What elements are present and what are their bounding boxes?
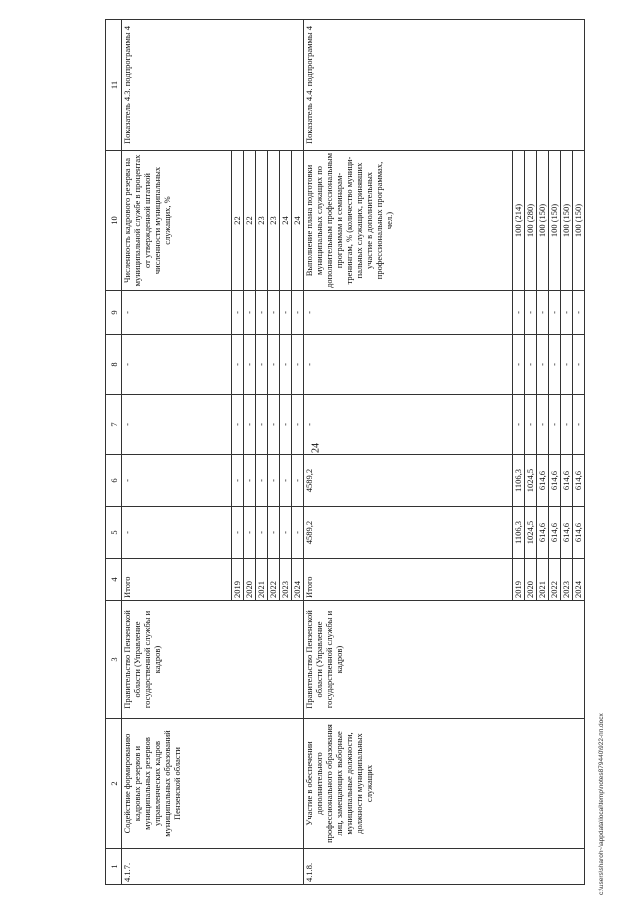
indicator-target: 24: [280, 151, 292, 291]
year-value: -: [292, 455, 304, 507]
year-value: -: [560, 291, 572, 335]
indicator-target: 100 (280): [524, 151, 536, 291]
year-value: -: [268, 507, 280, 559]
total-label: Итого: [304, 559, 512, 601]
indicator-target: 100 (214): [512, 151, 524, 291]
year-value: -: [280, 335, 292, 395]
measure-executor: Правительство Пензенской области (Управление государственной службы и кадров): [304, 601, 585, 719]
year-value: -: [512, 291, 524, 335]
year-cell: 2019: [512, 559, 524, 601]
year-value: -: [280, 507, 292, 559]
indicator-link: Показатель 4.4. подпрограммы 4: [304, 20, 585, 151]
col-num: 3: [106, 601, 122, 719]
rotated-table-container: [105, 20, 585, 885]
total-value: -: [304, 335, 512, 395]
indicator-target: 24: [292, 151, 304, 291]
col-num: 9: [106, 291, 122, 335]
year-cell: 2021: [536, 559, 548, 601]
indicator-target: 22: [244, 151, 256, 291]
indicator-target: 100 (150): [548, 151, 560, 291]
year-value: -: [256, 395, 268, 455]
year-cell: 2020: [524, 559, 536, 601]
indicator-name: Выполнение плана подготовки муниципальных служащих по дополнительным профессиональным программам и семинарам-тренингам, % (количество муници-пальных служащих, принявших участие в дополнительных профессиональных программах, чел.): [304, 151, 512, 291]
col-num: 1: [106, 849, 122, 885]
year-value: -: [280, 395, 292, 455]
year-value: 614,6: [560, 455, 572, 507]
table-body: [122, 20, 585, 885]
year-value: -: [232, 395, 244, 455]
year-value: 614,6: [572, 507, 584, 559]
col-num: 5: [106, 507, 122, 559]
year-cell: 2023: [560, 559, 572, 601]
measure-row: [304, 20, 512, 885]
year-value: -: [536, 335, 548, 395]
year-value: -: [524, 335, 536, 395]
year-value: 1106,3: [512, 507, 524, 559]
measure-name: Содействие формированию кадровых резервов и муниципальных резервов управленческих кадров муниципальных образований Пензенской области: [122, 719, 304, 849]
measure-name: Участие в обеспечении дополнительного профессионального образования лиц, замещающих выборные муниципальные должности, должности муниципальных служащих: [304, 719, 585, 849]
total-value: -: [122, 455, 232, 507]
year-value: -: [512, 395, 524, 455]
measure-executor: Правительство Пензенской области (Управление государственной службы и кадров): [122, 601, 304, 719]
indicator-target: 23: [268, 151, 280, 291]
col-num: 10: [106, 151, 122, 291]
total-value: 4589,2: [304, 455, 512, 507]
year-value: -: [244, 395, 256, 455]
year-value: -: [292, 291, 304, 335]
total-value: 4589,2: [304, 507, 512, 559]
year-value: 1024,5: [524, 507, 536, 559]
indicator-target: 100 (150): [572, 151, 584, 291]
total-value: -: [122, 395, 232, 455]
file-path-footer: c:\users\sharoh~\appdata\local\temp\notes879440\922-пп.docx: [598, 713, 605, 895]
col-num: 4: [106, 559, 122, 601]
year-value: 614,6: [572, 455, 584, 507]
year-cell: 2024: [572, 559, 584, 601]
year-cell: 2023: [280, 559, 292, 601]
year-value: -: [256, 455, 268, 507]
col-num: 7: [106, 395, 122, 455]
year-value: -: [268, 455, 280, 507]
year-value: -: [548, 335, 560, 395]
col-num: 8: [106, 335, 122, 395]
year-value: -: [280, 291, 292, 335]
total-value: -: [304, 395, 512, 455]
year-value: -: [232, 291, 244, 335]
column-numbers-row: [106, 20, 122, 885]
year-value: -: [268, 395, 280, 455]
year-value: -: [268, 291, 280, 335]
year-value: -: [560, 395, 572, 455]
year-value: -: [244, 291, 256, 335]
year-value: 1106,3: [512, 455, 524, 507]
year-cell: 2022: [548, 559, 560, 601]
year-value: 1024,5: [524, 455, 536, 507]
year-value: -: [244, 455, 256, 507]
year-value: -: [524, 291, 536, 335]
year-value: -: [256, 291, 268, 335]
year-value: -: [572, 395, 584, 455]
col-num: 6: [106, 455, 122, 507]
year-value: -: [256, 335, 268, 395]
total-value: -: [304, 291, 512, 335]
indicator-link: Показатель 4.3. подпрограммы 4: [122, 20, 304, 151]
page-number: 24: [310, 443, 322, 453]
year-value: -: [512, 335, 524, 395]
total-value: -: [122, 507, 232, 559]
year-value: -: [548, 395, 560, 455]
year-value: -: [232, 507, 244, 559]
year-value: -: [536, 395, 548, 455]
year-value: -: [524, 395, 536, 455]
year-value: -: [244, 335, 256, 395]
total-value: -: [122, 335, 232, 395]
year-value: 614,6: [560, 507, 572, 559]
year-value: -: [292, 335, 304, 395]
measure-number: 4.1.8.: [304, 849, 585, 885]
year-value: -: [244, 507, 256, 559]
year-value: -: [292, 507, 304, 559]
year-value: 614,6: [548, 455, 560, 507]
year-cell: 2021: [256, 559, 268, 601]
year-value: -: [560, 335, 572, 395]
indicator-target: 22: [232, 151, 244, 291]
indicator-target: 100 (150): [560, 151, 572, 291]
year-value: 614,6: [548, 507, 560, 559]
year-value: -: [572, 335, 584, 395]
measure-row: [122, 20, 232, 885]
indicator-name: Численность кадрового резерва на муниципальной службе в процентах от утвержденной штатной численности муниципальных служащих, %: [122, 151, 232, 291]
year-value: -: [268, 335, 280, 395]
year-cell: 2020: [244, 559, 256, 601]
year-value: 614,6: [536, 507, 548, 559]
indicator-target: 23: [256, 151, 268, 291]
col-num: 11: [106, 20, 122, 151]
col-num: 2: [106, 719, 122, 849]
year-value: -: [256, 507, 268, 559]
year-value: -: [232, 455, 244, 507]
measure-number: 4.1.7.: [122, 849, 304, 885]
year-value: -: [280, 455, 292, 507]
year-value: -: [292, 395, 304, 455]
total-value: -: [122, 291, 232, 335]
year-value: -: [572, 291, 584, 335]
indicator-target: 100 (150): [536, 151, 548, 291]
year-value: -: [548, 291, 560, 335]
year-cell: 2019: [232, 559, 244, 601]
year-cell: 2024: [292, 559, 304, 601]
year-cell: 2022: [268, 559, 280, 601]
total-label: Итого: [122, 559, 232, 601]
year-value: -: [536, 291, 548, 335]
year-value: -: [232, 335, 244, 395]
program-measures-table: [105, 19, 585, 885]
year-value: 614,6: [536, 455, 548, 507]
